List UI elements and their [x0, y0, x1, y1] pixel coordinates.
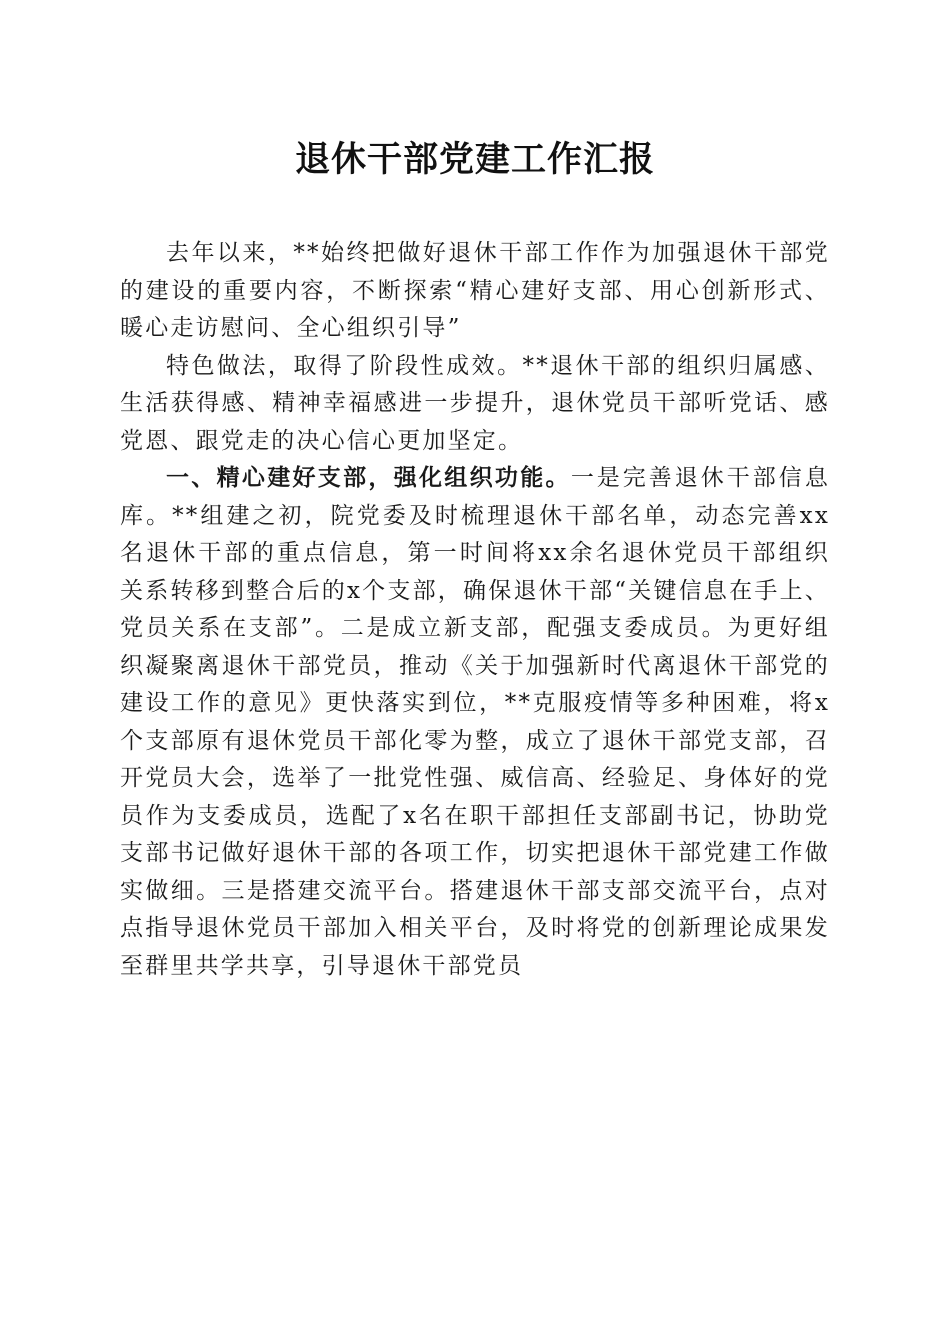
paragraph-section-one	[120, 460, 830, 985]
section-heading: 一、精心建好支部，强化组织功能。	[166, 465, 571, 491]
paragraph-intro	[120, 235, 830, 348]
paragraph-text: 一是完善退休干部信息库。**组建之初，院党委及时梳理退休干部名单，动态完善xx名退休干部的重点信息，第一时间将xx余名退休党员干部组织关系转移到整合后的x个支部，确保退休干部“关键信息在手上、党员关系在支部”。二是成立新支部，配强支委成员。为更好组织凝聚离退休干部党员，推动《关于加强新时代离退休干部党的建设工作的意见》更快落实到位，**克服疫情等多种困难，将x个支部原有退休党员干部化零为整，成立了退休干部党支部，召开党员大会，选举了一批党性强、威信高、经验足、身体好的党员作为支委成员，选配了x名在职干部担任支部副书记，协助党支部书记做好退休干部的各项工作，切实把退休干部党建工作做实做细。三是搭建交流平台。搭建退休干部支部交流平台，点对点指导退休党员干部加入相关平台，及时将党的创新理论成果发至群里共学共享，引导退休干部党员	[120, 465, 831, 979]
paragraph-results	[120, 348, 830, 461]
paragraph-text: 特色做法，取得了阶段性成效。**退休干部的组织归属感、生活获得感、精神幸福感进一步提升，退休党员干部听党话、感党恩、跟党走的决心信心更加坚定。	[120, 352, 830, 454]
document-body	[120, 235, 830, 985]
paragraph-text: 去年以来，**始终把做好退休干部工作作为加强退休干部党的建设的重要内容，不断探索“精心建好支部、用心创新形式、暖心走访慰问、全心组织引导”	[120, 240, 830, 341]
document-title: 退休干部党建工作汇报	[294, 139, 655, 180]
